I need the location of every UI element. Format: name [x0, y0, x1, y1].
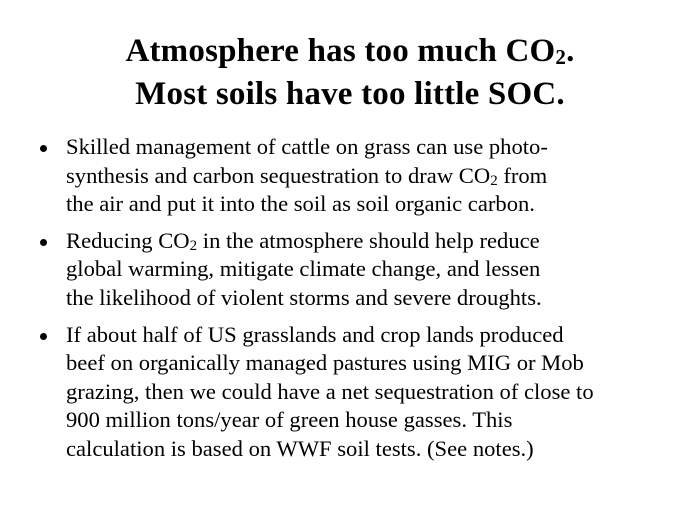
- bullet-2-line-1-end: in the atmosphere should help reduce: [197, 227, 540, 253]
- bullet-dot-icon: [40, 239, 47, 246]
- bullet-1-line-2-subscript: 2: [490, 172, 498, 189]
- bullet-3-line-4: 900 million tons/year of green house gasses. This: [66, 407, 513, 433]
- bullet-1-line-1: Skilled management of cattle on grass can use photo-: [66, 134, 548, 159]
- bullet-2-line-1: [66, 227, 688, 256]
- slide-title: [0, 30, 700, 116]
- title-line-1: [0, 30, 700, 73]
- bullet-2-line-2: global warming, mitigate climate change, and lessen: [66, 256, 541, 282]
- bullet-1-line-2-text: synthesis and carbon sequestration to draw CO: [66, 162, 491, 188]
- title-line-1-text: Atmosphere has too much CO: [125, 33, 556, 69]
- bullet-3-line-2: beef on organically managed pastures using MIG or Mob: [66, 350, 584, 376]
- title-line-1-subscript: 2: [555, 45, 567, 69]
- bullet-list: [38, 133, 688, 472]
- bullet-3-line-1: If about half of US grasslands and crop lands produced: [66, 321, 564, 347]
- bullet-item-reducing-co2: [38, 227, 688, 313]
- bullet-2-line-1-subscript: 2: [189, 237, 198, 254]
- bullet-3-line-3: grazing, then we could have a net sequestration of close to: [66, 378, 594, 404]
- bullet-dot-icon: [40, 333, 47, 340]
- bullet-item-cattle-management: [38, 133, 688, 219]
- bullet-2-line-1-text: Reducing CO: [66, 227, 190, 253]
- bullet-dot-icon: [40, 145, 47, 152]
- bullet-1-line-2: [66, 162, 688, 191]
- bullet-3-line-5: calculation is based on WWF soil tests. (See notes.): [66, 435, 534, 461]
- bullet-item-sequestration-estimate: [38, 321, 688, 464]
- bullet-1-line-2-end: from: [497, 162, 548, 188]
- title-line-2: Most soils have too little SOC.: [135, 76, 565, 112]
- bullet-1-line-3: the air and put it into the soil as soil organic carbon.: [66, 191, 535, 217]
- title-line-1-end: .: [566, 33, 575, 69]
- bullet-2-line-3: the likelihood of violent storms and severe droughts.: [66, 284, 542, 310]
